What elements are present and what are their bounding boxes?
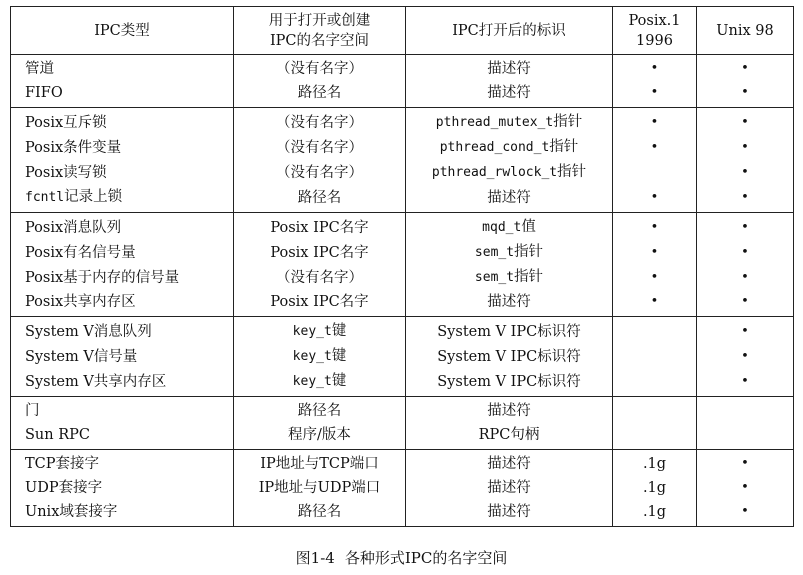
table-row <box>11 265 794 290</box>
ipc-type-code: fcntl <box>25 190 65 205</box>
ipc-type-suffix: 记录上锁 <box>64 189 123 205</box>
figure-number: 图1-4 <box>295 549 335 567</box>
header-text: IPC的名字空间 <box>269 32 370 49</box>
unix98-support-cell: • <box>697 369 794 397</box>
ipc-type-cell: Posix读写锁 <box>11 160 234 185</box>
header-row <box>11 7 794 55</box>
identifier-suffix: 值 <box>521 219 536 235</box>
posix1-support-cell: • <box>613 135 697 160</box>
identifier-cell: 描述符 <box>406 290 613 317</box>
namespace-code: key_t <box>292 349 332 364</box>
identifier-code: pthread_mutex_t <box>435 115 554 130</box>
namespace-cell: 路径名 <box>234 397 406 424</box>
namespace-cell <box>234 344 406 369</box>
identifier-code: mqd_t <box>482 220 522 235</box>
identifier-cell: 描述符 <box>406 81 613 108</box>
ipc-type-cell: Posix有名信号量 <box>11 240 234 265</box>
header-text: Posix.1 <box>628 12 681 29</box>
identifier-suffix: 指针 <box>514 244 544 260</box>
unix98-support-cell: • <box>697 290 794 317</box>
ipc-type-cell: System V消息队列 <box>11 317 234 345</box>
ipc-type-cell: Posix基于内存的信号量 <box>11 265 234 290</box>
identifier-cell <box>406 108 613 136</box>
namespace-cell: IP地址与UDP端口 <box>234 476 406 500</box>
posix1-support-cell: .1g <box>613 450 697 477</box>
posix1-support-cell: .1g <box>613 476 697 500</box>
table-body <box>11 55 794 527</box>
namespace-cell: Posix IPC名字 <box>234 240 406 265</box>
figure-caption <box>0 547 803 568</box>
namespace-code: key_t <box>292 324 332 339</box>
ipc-type-cell: System V共享内存区 <box>11 369 234 397</box>
unix98-support-cell: • <box>697 185 794 213</box>
posix1-support-cell: • <box>613 55 697 82</box>
identifier-cell: RPC句柄 <box>406 423 613 450</box>
table-row <box>11 500 794 527</box>
identifier-cell: System V IPC标识符 <box>406 344 613 369</box>
namespace-cell: 路径名 <box>234 81 406 108</box>
identifier-cell: 描述符 <box>406 476 613 500</box>
namespace-cell: 程序/版本 <box>234 423 406 450</box>
ipc-type-cell: 管道 <box>11 55 234 82</box>
namespace-cell <box>234 317 406 345</box>
ipc-type-cell: UDP套接字 <box>11 476 234 500</box>
table-row <box>11 160 794 185</box>
table-row <box>11 423 794 450</box>
identifier-cell <box>406 213 613 241</box>
unix98-support-cell: • <box>697 213 794 241</box>
posix1-support-cell: • <box>613 265 697 290</box>
table-row <box>11 81 794 108</box>
posix1-support-cell <box>613 317 697 345</box>
table-row <box>11 344 794 369</box>
table-row <box>11 450 794 477</box>
ipc-type-cell <box>11 185 234 213</box>
identifier-cell <box>406 265 613 290</box>
table-header <box>11 7 794 55</box>
posix1-support-cell <box>613 344 697 369</box>
unix98-support-cell: • <box>697 344 794 369</box>
unix98-support-cell <box>697 423 794 450</box>
header-namespace <box>234 7 406 55</box>
ipc-type-cell: FIFO <box>11 81 234 108</box>
ipc-type-cell: System V信号量 <box>11 344 234 369</box>
posix1-support-cell: • <box>613 290 697 317</box>
identifier-code: pthread_rwlock_t <box>431 165 558 180</box>
namespace-cell: IP地址与TCP端口 <box>234 450 406 477</box>
namespace-cell: （没有名字） <box>234 265 406 290</box>
table-row <box>11 108 794 136</box>
namespace-suffix: 键 <box>331 373 347 389</box>
ipc-type-cell: Posix条件变量 <box>11 135 234 160</box>
table-row <box>11 240 794 265</box>
namespace-suffix: 键 <box>331 348 347 364</box>
identifier-cell: 描述符 <box>406 185 613 213</box>
posix1-support-cell: • <box>613 240 697 265</box>
ipc-type-cell: 门 <box>11 397 234 424</box>
unix98-support-cell: • <box>697 240 794 265</box>
identifier-cell: 描述符 <box>406 450 613 477</box>
identifier-cell <box>406 240 613 265</box>
posix1-support-cell <box>613 423 697 450</box>
namespace-code: key_t <box>292 374 332 389</box>
identifier-cell <box>406 135 613 160</box>
header-text: 用于打开或创建 <box>268 12 371 29</box>
header-text: IPC类型 <box>94 22 150 39</box>
table-row <box>11 55 794 82</box>
namespace-cell: （没有名字） <box>234 135 406 160</box>
table-row <box>11 185 794 213</box>
table-row <box>11 397 794 424</box>
namespace-cell: （没有名字） <box>234 108 406 136</box>
identifier-cell: System V IPC标识符 <box>406 317 613 345</box>
header-text: 1996 <box>636 32 673 49</box>
header-posix1 <box>613 7 697 55</box>
namespace-cell <box>234 369 406 397</box>
table-row <box>11 476 794 500</box>
unix98-support-cell: • <box>697 108 794 136</box>
identifier-suffix: 指针 <box>553 114 583 130</box>
header-text: Unix 98 <box>716 22 774 39</box>
namespace-cell: 路径名 <box>234 185 406 213</box>
ipc-type-cell: TCP套接字 <box>11 450 234 477</box>
unix98-support-cell: • <box>697 160 794 185</box>
identifier-code: pthread_cond_t <box>439 140 550 155</box>
namespace-cell: 路径名 <box>234 500 406 527</box>
unix98-support-cell: • <box>697 500 794 527</box>
ipc-type-cell: Posix消息队列 <box>11 213 234 241</box>
posix1-support-cell: • <box>613 213 697 241</box>
posix1-support-cell <box>613 160 697 185</box>
ipc-namespace-table <box>10 6 794 527</box>
table-row <box>11 369 794 397</box>
table-row <box>11 213 794 241</box>
identifier-cell: 描述符 <box>406 55 613 82</box>
table-row <box>11 317 794 345</box>
unix98-support-cell: • <box>697 476 794 500</box>
identifier-cell: System V IPC标识符 <box>406 369 613 397</box>
posix1-support-cell <box>613 397 697 424</box>
unix98-support-cell: • <box>697 450 794 477</box>
header-ipc-type <box>11 7 234 55</box>
identifier-suffix: 指针 <box>549 139 579 155</box>
ipc-type-cell: Posix共享内存区 <box>11 290 234 317</box>
table-row <box>11 290 794 317</box>
unix98-support-cell: • <box>697 317 794 345</box>
identifier-suffix: 指针 <box>514 269 544 285</box>
posix1-support-cell: • <box>613 185 697 213</box>
ipc-type-cell: Posix互斥锁 <box>11 108 234 136</box>
namespace-cell: （没有名字） <box>234 55 406 82</box>
unix98-support-cell: • <box>697 135 794 160</box>
ipc-type-cell: Unix域套接字 <box>11 500 234 527</box>
identifier-code: sem_t <box>474 245 515 260</box>
unix98-support-cell <box>697 397 794 424</box>
namespace-cell: Posix IPC名字 <box>234 290 406 317</box>
identifier-suffix: 指针 <box>557 164 587 180</box>
header-unix98 <box>697 7 794 55</box>
ipc-type-cell: Sun RPC <box>11 423 234 450</box>
namespace-cell: （没有名字） <box>234 160 406 185</box>
unix98-support-cell: • <box>697 55 794 82</box>
posix1-support-cell <box>613 369 697 397</box>
unix98-support-cell: • <box>697 81 794 108</box>
posix1-support-cell: • <box>613 108 697 136</box>
identifier-cell: 描述符 <box>406 397 613 424</box>
figure-title: 各种形式IPC的名字空间 <box>344 549 508 567</box>
identifier-code: sem_t <box>474 270 515 285</box>
posix1-support-cell: • <box>613 81 697 108</box>
posix1-support-cell: .1g <box>613 500 697 527</box>
table-row <box>11 135 794 160</box>
identifier-cell: 描述符 <box>406 500 613 527</box>
identifier-cell <box>406 160 613 185</box>
unix98-support-cell: • <box>697 265 794 290</box>
namespace-cell: Posix IPC名字 <box>234 213 406 241</box>
namespace-suffix: 键 <box>331 323 347 339</box>
header-text: IPC打开后的标识 <box>452 22 566 39</box>
header-identifier <box>406 7 613 55</box>
